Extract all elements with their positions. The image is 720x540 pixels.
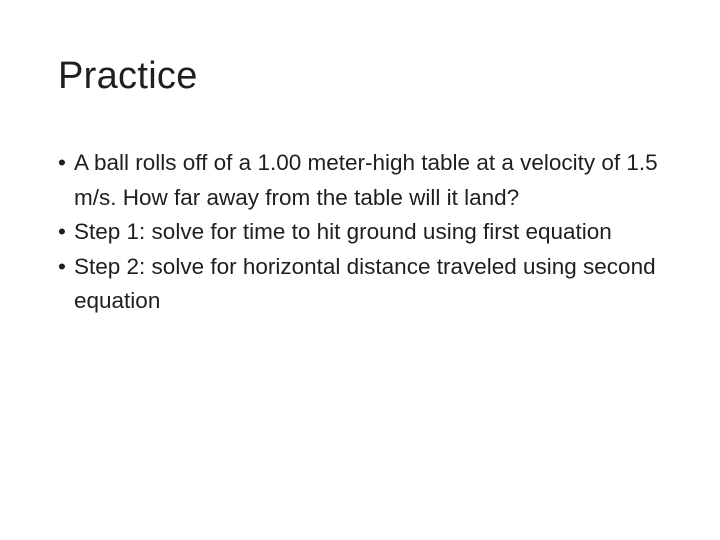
bullet-text: Step 2: solve for horizontal distance traveled using second equation [74, 253, 656, 313]
bullet-marker: • [58, 253, 66, 279]
bullet-marker: • [58, 150, 66, 175]
bullet-item [58, 215, 668, 250]
bullet-text: A ball rolls off of a 1.00 meter-high table at a velocity of 1.5 m/s. How far away from the table will it land? [74, 150, 658, 210]
bullet-item [58, 250, 668, 319]
bullet-marker: • [58, 219, 66, 244]
bullet-item [58, 146, 668, 215]
slide-title: Practice [58, 55, 198, 97]
bullet-text: Step 1: solve for time to hit ground using first equation [74, 219, 612, 244]
bullet-list [58, 146, 668, 319]
